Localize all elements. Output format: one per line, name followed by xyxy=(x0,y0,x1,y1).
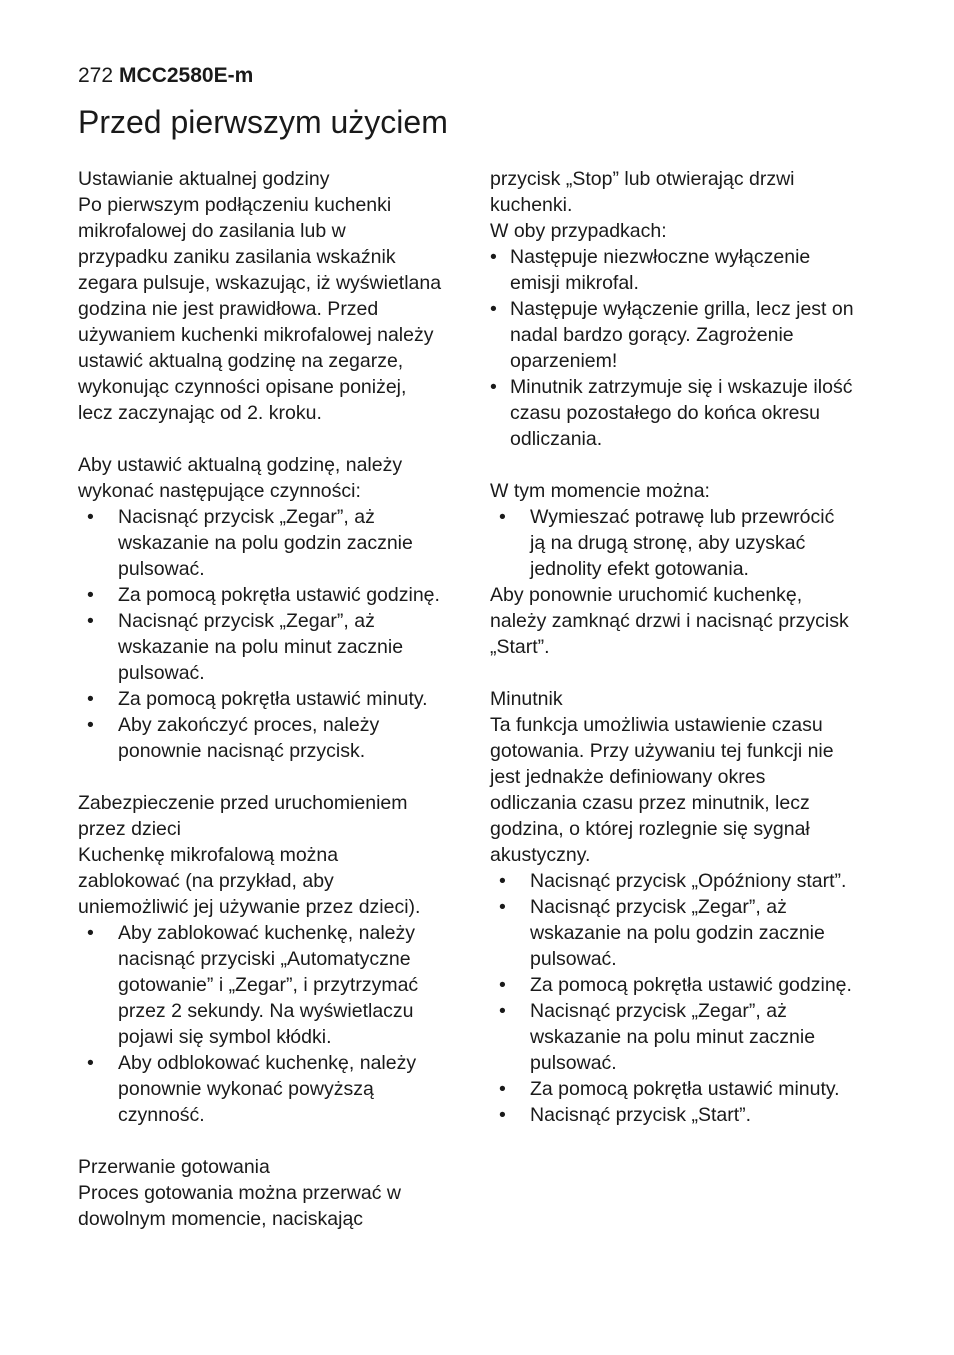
list-item: • Minutnik zatrzymuje się i wskazuje ilość czasu pozostałego do końca okresu odliczania. xyxy=(490,374,890,452)
list-item: • Nacisnąć przycisk „Zegar”, aż wskazanie na polu minut zacznie pulsować. xyxy=(78,608,478,686)
list-item: • Nacisnąć przycisk „Zegar”, aż wskazanie na polu godzin zacznie pulsować. xyxy=(78,504,478,582)
left-column xyxy=(78,166,478,1232)
list-item: • Nacisnąć przycisk „Start”. xyxy=(490,1102,890,1128)
list-item: • Wymieszać potrawę lub przewrócić ją na drugą stronę, aby uzyskać jednolity efekt gotowania. xyxy=(490,504,890,582)
list-item: • Za pomocą pokrętła ustawić godzinę. xyxy=(78,582,478,608)
paragraph-interrupt: Proces gotowania można przerwać w dowolnym momencie, naciskając xyxy=(78,1182,401,1230)
list-item: • Nacisnąć przycisk „Zegar”, aż wskazanie na polu minut zacznie pulsować. xyxy=(490,998,890,1076)
paragraph-interrupt-continued: przycisk „Stop” lub otwierając drzwi kuchenki. W oby przypadkach: xyxy=(490,168,795,242)
interrupt-options-list xyxy=(490,504,890,582)
section-heading-interrupt: Przerwanie gotowania xyxy=(78,1156,270,1178)
list-item: • Następuje wyłączenie grilla, lecz jest on nadal bardzo gorący. Zagrożenie oparzeniem! xyxy=(490,296,890,374)
paragraph-clock-intro: Po pierwszym podłączeniu kuchenki mikrofalowej do zasilania lub w przypadku zaniku zasilania wskaźnik zegara pulsuje, wskazując, iż wyświetlana godzina nie jest prawidłowa. Przed używaniem kuchenki mikrofalowej należy ustawić aktualną godzinę na zegarze, wykonując czynności opisane poniżej, lecz zaczynając od 2. kroku. xyxy=(78,194,442,424)
list-item: • Aby odblokować kuchenkę, należy ponownie wykonać powyższą czynność. xyxy=(78,1050,478,1128)
right-column xyxy=(490,166,890,1128)
section-heading-timer: Minutnik xyxy=(490,688,563,710)
paragraph-interrupt-options: W tym momencie można: xyxy=(490,480,710,502)
child-lock-list xyxy=(78,920,478,1128)
list-item: • Za pomocą pokrętła ustawić godzinę. xyxy=(490,972,890,998)
list-item: • Za pomocą pokrętła ustawić minuty. xyxy=(490,1076,890,1102)
paragraph-clock-steps-intro: Aby ustawić aktualną godzinę, należy wykonać następujące czynności: xyxy=(78,454,403,502)
list-item: • Następuje niezwłoczne wyłączenie emisji mikrofal. xyxy=(490,244,890,296)
list-item: • Nacisnąć przycisk „Zegar”, aż wskazanie na polu godzin zacznie pulsować. xyxy=(490,894,890,972)
list-item: • Nacisnąć przycisk „Opóźniony start”. xyxy=(490,868,890,894)
list-item: • Aby zablokować kuchenkę, należy nacisnąć przyciski „Automatyczne gotowanie” i „Zegar”, i przytrzymać przez 2 sekundy. Na wyświetlaczu pojawi się symbol kłódki. xyxy=(78,920,478,1050)
section-heading-child-lock: Zabezpieczenie przed uruchomieniem przez dzieci xyxy=(78,792,408,840)
interrupt-effects-list xyxy=(490,244,890,452)
paragraph-restart: Aby ponownie uruchomić kuchenkę, należy zamknąć drzwi i nacisnąć przycisk „Start”. xyxy=(490,584,849,658)
page-title: Przed pierwszym użyciem xyxy=(78,104,448,140)
model-name: MCC2580E-m xyxy=(119,64,254,87)
page-header xyxy=(78,62,253,90)
list-item: • Aby zakończyć proces, należy ponownie nacisnąć przycisk. xyxy=(78,712,478,764)
section-heading-clock: Ustawianie aktualnej godziny xyxy=(78,168,330,190)
list-item: • Za pomocą pokrętła ustawić minuty. xyxy=(78,686,478,712)
clock-steps-list xyxy=(78,504,478,764)
timer-steps-list xyxy=(490,868,890,1128)
paragraph-timer: Ta funkcja umożliwia ustawienie czasu gotowania. Przy używaniu tej funkcji nie jest jednakże definiowany okres odliczania czasu przez minutnik, lecz godzina, o której rozlegnie się sygnał akustyczny. xyxy=(490,714,834,866)
paragraph-child-lock: Kuchenkę mikrofalową można zablokować (na przykład, aby uniemożliwić jej używanie przez dzieci). xyxy=(78,844,421,918)
page-number: 272 xyxy=(78,64,114,87)
